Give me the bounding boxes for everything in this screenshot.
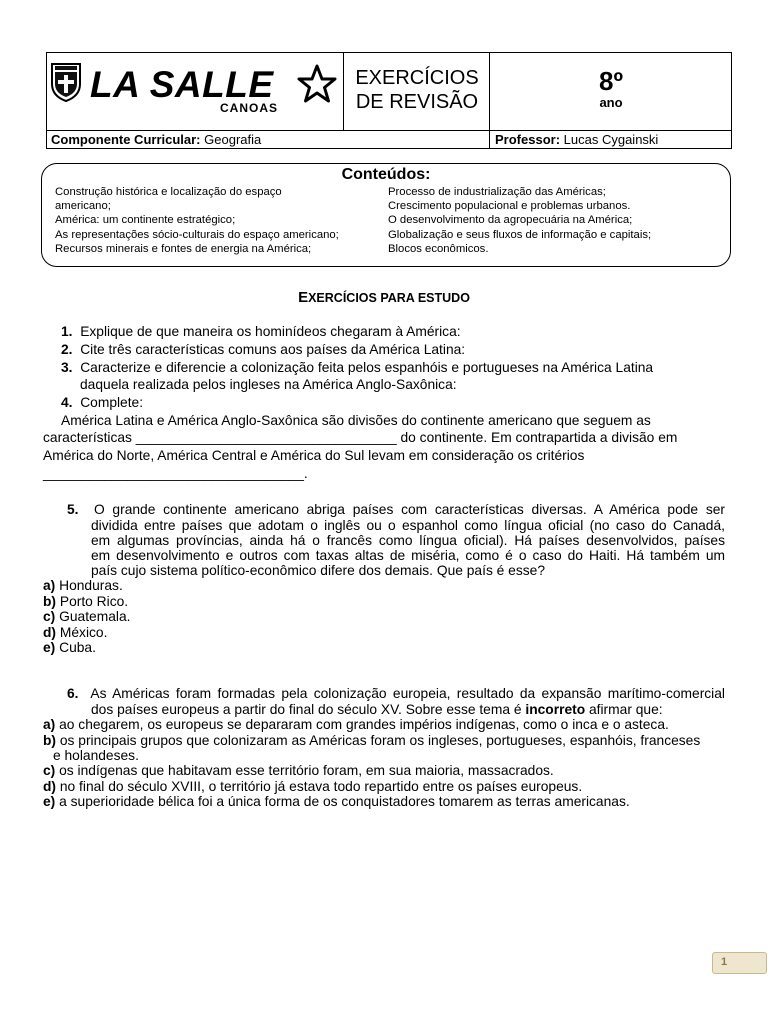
option-item: d) México. [43, 625, 108, 640]
option-item: c) os indígenas que habitavam esse território foram, em sua maioria, massacrados. [43, 763, 554, 778]
contents-title: Conteúdos: [341, 166, 431, 183]
option-item-cont: e holandeses. [53, 748, 139, 763]
option-item: b) os principais grupos que colonizaram as Américas foram os ingleses, portugueses, espanhóis, franceses [43, 733, 701, 748]
component-label: Componente Curricular: [51, 132, 201, 147]
list-item: Crescimento populacional e problemas urbanos. [388, 200, 631, 213]
option-item: c) Guatemala. [43, 609, 131, 624]
component-value: Geografia [204, 132, 262, 147]
list-item: americano; [55, 200, 111, 213]
doc-title-line2: DE REVISÃO [355, 91, 479, 113]
question-5-text: país cujo sistema político-econômico difere dos demais. Que país é esse? [91, 563, 545, 578]
list-item: Globalização e seus fluxos de informação e capitais; [388, 228, 652, 241]
contents-right-list [388, 185, 651, 256]
list-item: Construção histórica e localização do espaço [55, 186, 282, 198]
page-number-badge [712, 952, 767, 974]
grade-label: ano [599, 95, 623, 110]
question-4-text: América Latina e América Anglo-Saxônica são divisões do continente americano que seguem as [61, 413, 651, 428]
list-item: América: um continente estratégico; [55, 214, 236, 227]
school-logo-text: LA SALLE [90, 64, 274, 105]
question-1: 1. Explique de que maneira os hominídeos chegaram à América: [61, 324, 461, 339]
page-number: 1 [721, 956, 728, 968]
list-item: Recursos minerais e fontes de energia na América; [55, 242, 312, 255]
component-field [51, 131, 261, 148]
question-3-cont: daquela realizada pelos ingleses na América Anglo-Saxônica: [80, 377, 457, 392]
star-icon [297, 64, 337, 104]
doc-title-line1: EXERCÍCIOS [355, 67, 479, 89]
school-shield-icon [50, 62, 82, 102]
teacher-value: Lucas Cygainski [563, 132, 659, 147]
list-item: Processo de industrialização das Américas; [388, 186, 606, 198]
question-4-text: América do Norte, América Central e América do Sul levam em consideração os critérios [43, 448, 585, 463]
contents-left-list [55, 185, 339, 256]
question-3: 3. Caracterize e diferencie a colonização feita pelos espanhóis e portugueses na América Latina [61, 360, 654, 375]
question-4: 4. Complete: [61, 395, 144, 410]
question-5: 5. O grande continente americano abriga países com características diversas. A América pode ser [67, 502, 725, 517]
question-6-text: dos países europeus a partir do final do século XV. Sobre esse tema é incorreto afirmar que: [91, 702, 663, 717]
list-item: As representações sócio-culturais do espaço americano; [55, 228, 339, 241]
option-item: e) a superioridade bélica foi a única forma de os conquistadores tomarem as terras americanas. [43, 794, 630, 809]
question-5-text: em desenvolvimento e outros com taxas altas de miséria, como é o caso do Haiti. Há também um [91, 548, 725, 563]
teacher-field [495, 131, 658, 148]
school-logo-subtitle: CANOAS [220, 101, 279, 115]
teacher-label: Professor: [495, 132, 561, 147]
option-item: a) Honduras. [43, 578, 123, 593]
option-item: a) ao chegarem, os europeus se depararam com grandes impérios indígenas, como o inca e o asteca. [43, 717, 669, 732]
question-4-text: características __________________________________ do continente. Em contrapartida a divisão em [43, 430, 678, 445]
section-title: EXERCÍCIOS PARA ESTUDO [298, 289, 470, 306]
question-4-blank: __________________________________. [43, 466, 308, 481]
option-item: e) Cuba. [43, 640, 96, 655]
list-item: Blocos econômicos. [388, 242, 489, 255]
question-5-text: dividida entre países que adotam o inglês ou o espanhol como língua oficial (no caso do Canadá, [91, 518, 725, 533]
grade-number: 8º [599, 66, 623, 96]
list-item: O desenvolvimento da agropecuária na América; [388, 214, 633, 227]
question-5-text: em algumas províncias, ainda há o francês como língua oficial). Há países desenvolvidos, países [91, 533, 725, 548]
option-item: d) no final do século XVIII, o território já estava todo repartido entre os países europeus. [43, 779, 583, 794]
question-6: 6. As Américas foram formadas pela colonização europeia, resultado da expansão marítimo-comercial [67, 686, 725, 701]
question-2: 2. Cite três características comuns aos países da América Latina: [61, 342, 466, 357]
option-item: b) Porto Rico. [43, 594, 129, 609]
